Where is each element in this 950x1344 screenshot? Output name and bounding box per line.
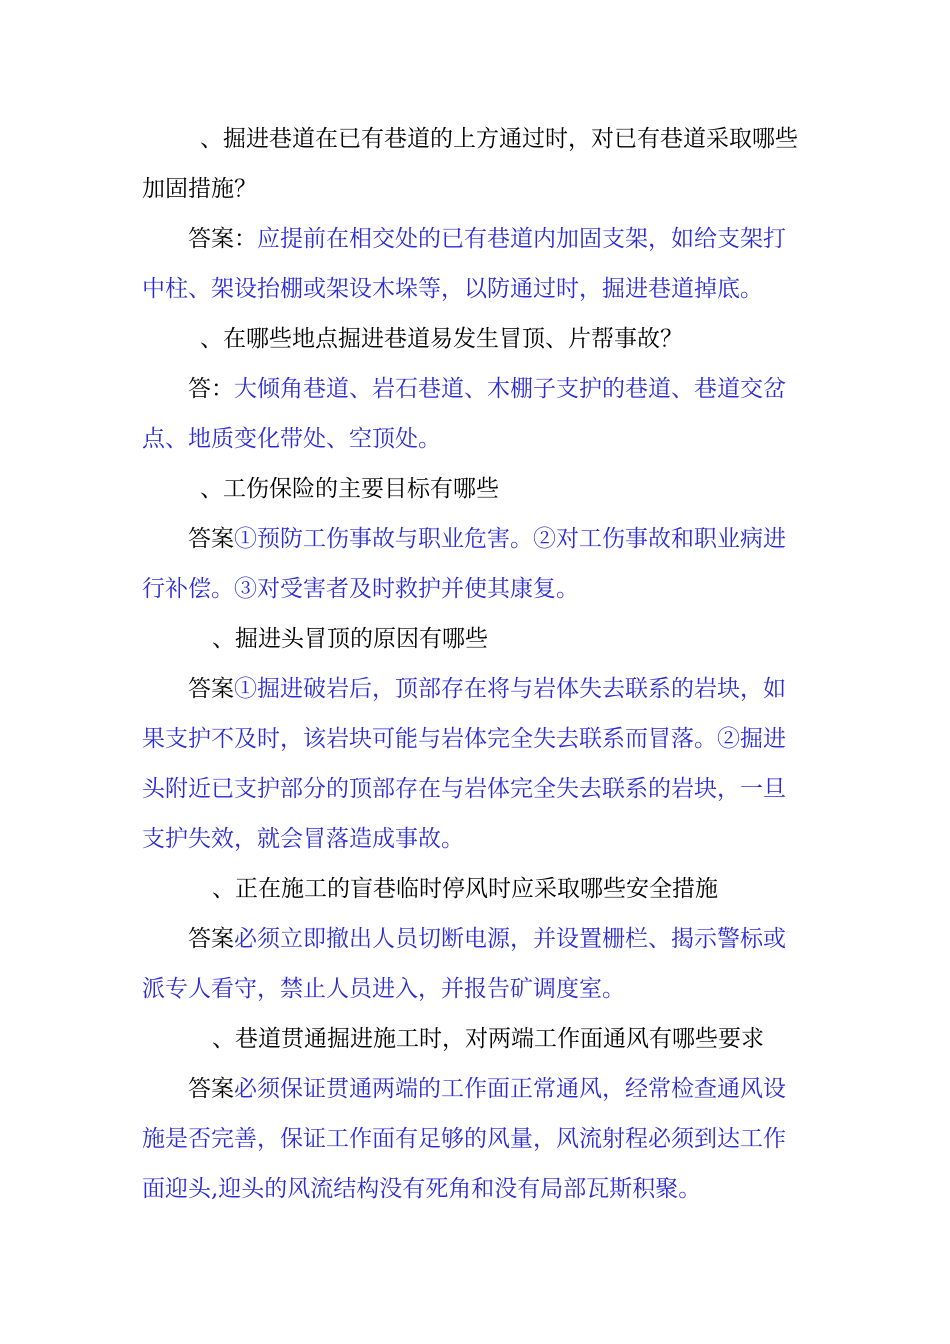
document-page	[142, 114, 808, 1214]
answer-3-label: 答案	[188, 526, 234, 552]
answer-4	[142, 664, 808, 864]
answer-4-label: 答案	[188, 676, 234, 702]
question-2: 、在哪些地点掘进巷道易发生冒顶、片帮事故？	[200, 326, 683, 352]
answer-2-text: 大倾角巷道、岩石巷道、木棚子支护的巷道、巷道交岔点、地质变化带处、空顶处。	[142, 376, 786, 452]
answer-5-text: 必须立即撤出人员切断电源，并设置栅栏、揭示警标或派专人看守，禁止人员进入，并报告矿调度室。	[142, 926, 786, 1002]
answer-3	[142, 514, 808, 614]
question-6: 、巷道贯通掘进施工时，对两端工作面通风有哪些要求	[212, 1026, 764, 1052]
answer-3-text: ①预防工伤事故与职业危害。②对工伤事故和职业病进行补偿。③对受害者及时救护并使其康复。	[142, 526, 786, 602]
question-5: 、正在施工的盲巷临时停风时应采取哪些安全措施	[212, 876, 718, 902]
answer-2-label: 答：	[188, 376, 234, 402]
answer-1-label: 答案：	[188, 226, 257, 252]
answer-5	[142, 914, 808, 1014]
answer-1	[142, 214, 808, 314]
question-1: 、掘进巷道在已有巷道的上方通过时，对已有巷道采取哪些加固措施？	[142, 126, 798, 202]
question-3: 、工伤保险的主要目标有哪些	[200, 476, 499, 502]
answer-6-text: 必须保证贯通两端的工作面正常通风，经常检查通风设施是否完善，保证工作面有足够的风量，风流射程必须到达工作面迎头,迎头的风流结构没有死角和没有局部瓦斯积聚。	[142, 1076, 786, 1202]
answer-6-label: 答案	[188, 1076, 234, 1102]
answer-5-label: 答案	[188, 926, 234, 952]
answer-4-text: ①掘进破岩后，顶部存在将与岩体失去联系的岩块，如果支护不及时，该岩块可能与岩体完全失去联系而冒落。②掘进头附近已支护部分的顶部存在与岩体完全失去联系的岩块，一旦支护失效，就会冒落造成事故。	[142, 676, 786, 852]
answer-6	[142, 1064, 808, 1214]
question-4: 、掘进头冒顶的原因有哪些	[212, 626, 488, 652]
answer-1-text: 应提前在相交处的已有巷道内加固支架，如给支架打中柱、架设抬棚或架设木垛等，以防通过时，掘进巷道掉底。	[142, 226, 786, 302]
answer-2	[142, 364, 808, 464]
